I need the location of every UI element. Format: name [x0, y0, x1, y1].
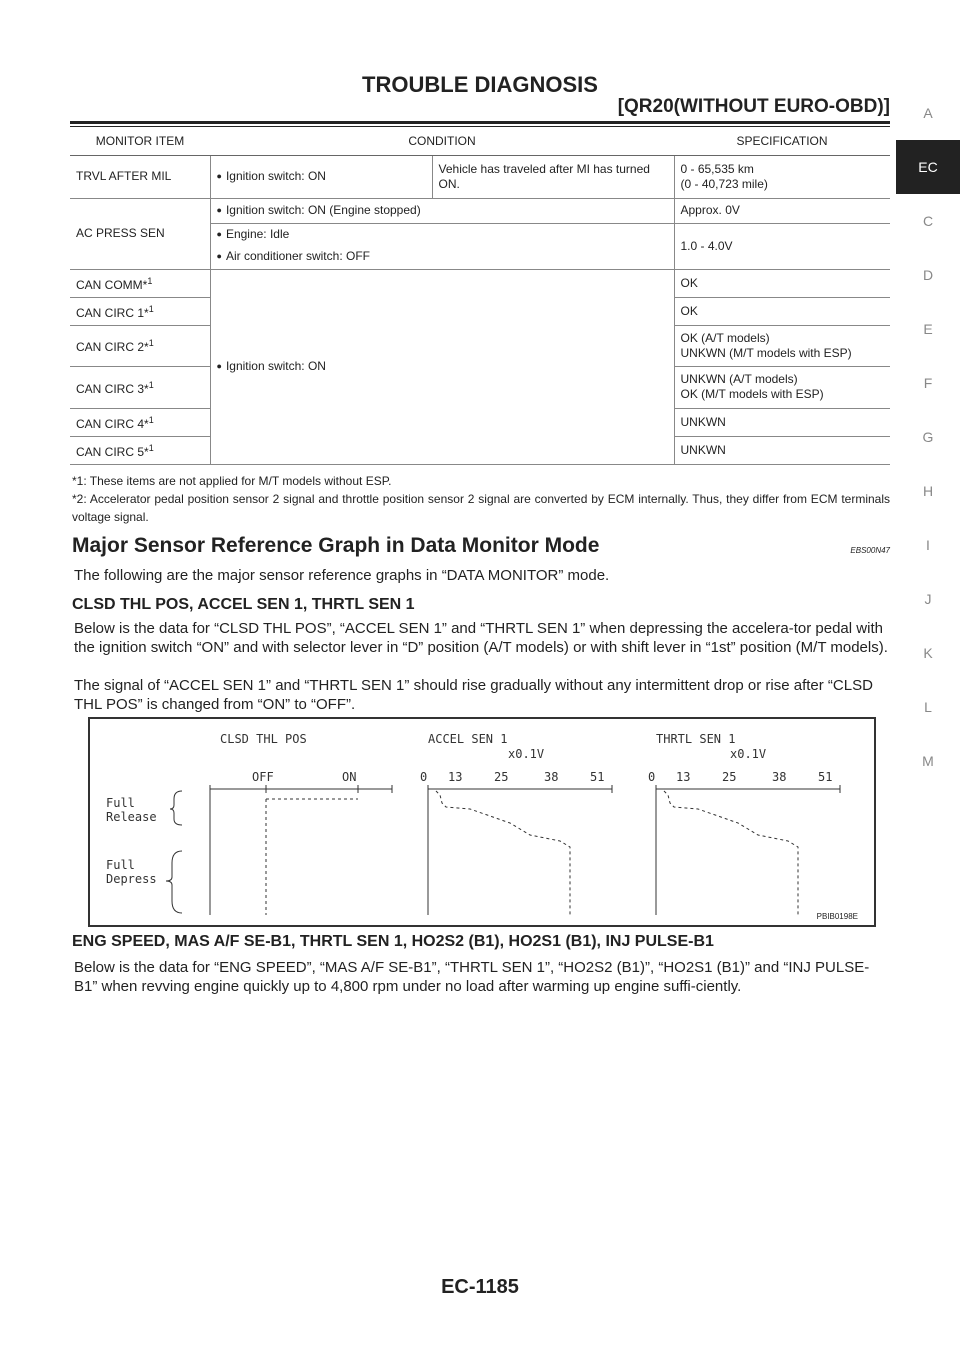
table-row: [70, 269, 890, 297]
scale-tick-label: 51: [590, 770, 605, 784]
header-rule-thick: [70, 121, 890, 124]
specification-text: OK (A/T models): [680, 330, 770, 345]
footnote-2: *2: Accelerator pedal position sensor 2 signal and throttle position sensor 2 signal are converted by ECM internally. Thus, they differ from ECM terminals voltage signal.: [72, 492, 890, 524]
monitor-item-cell: [70, 436, 210, 464]
condition-text: ● Ignition switch: ON: [217, 359, 668, 375]
monitor-item-label: CAN CIRC 2*: [76, 340, 149, 354]
specification-cell: 1.0 - 4.0V: [674, 223, 890, 269]
plot-thrtl-sen-1: [664, 791, 798, 915]
brace-full-depress: [166, 851, 182, 913]
specification-cell: Approx. 0V: [674, 198, 890, 223]
plot-accel-sen-1: [436, 791, 570, 915]
monitor-item-label: CAN CIRC 3*: [76, 381, 149, 396]
specification-text: UNKWN (M/T models with ESP): [680, 345, 852, 360]
index-tab-i[interactable]: I: [926, 537, 930, 553]
condition-cell: [210, 198, 674, 223]
footnote-marker: 1: [148, 379, 154, 390]
table-row: [70, 155, 890, 198]
footnote-marker: 1: [148, 303, 154, 314]
unit-label: x0.1V: [508, 747, 545, 761]
monitor-item-label: CAN CIRC 1*: [76, 305, 149, 320]
index-tab-c[interactable]: C: [922, 213, 934, 229]
subsection-1-paragraph: Below is the data for “CLSD THL POS”, “ACCEL SEN 1” and “THRTL SEN 1” when depressing the accelera-tor pedal with the ignition switch “ON” and with selector lever in “D” position (A/T models) or with shift lever in “1st” position (M/T models).: [74, 620, 888, 656]
specification-text: OK (M/T models with ESP): [680, 387, 824, 401]
scale-tick-label: 13: [448, 770, 463, 784]
section-title: Major Sensor Reference Graph in Data Monitor Mode: [72, 534, 600, 557]
scale-tick-label: 38: [772, 770, 787, 784]
section-code: EBS00N47: [850, 546, 890, 555]
monitor-item-cell: [70, 366, 210, 408]
monitor-item-label: CAN COMM*: [76, 277, 148, 292]
specification-text: UNKWN (A/T models): [680, 372, 798, 386]
scale-tick-label: 0: [648, 770, 656, 784]
page-subtitle: [QR20(WITHOUT EURO-OBD)]: [617, 96, 890, 117]
specification-cell: [674, 366, 890, 408]
reference-graph-figure: [88, 717, 876, 927]
scale-tick-label: 0: [420, 770, 428, 784]
specification-cell: OK: [674, 269, 890, 297]
footnote-marker: 1: [148, 442, 154, 453]
section-intro: The following are the major sensor reference graphs in “DATA MONITOR” mode.: [74, 567, 610, 584]
index-tab-l[interactable]: L: [924, 699, 932, 715]
off-label: OFF: [252, 770, 274, 784]
monitor-item-cell: [70, 325, 210, 366]
condition-cell: [210, 155, 432, 198]
footnote-marker: 1: [148, 414, 154, 425]
specification-cell: UNKWN: [674, 436, 890, 464]
subsection-1-paragraph: The signal of “ACCEL SEN 1” and “THRTL SEN 1” should rise gradually without any intermittent drop or rise after “CLSD THL POS” is changed from “ON” to “OFF”.: [74, 677, 873, 713]
specification-cell: [674, 325, 890, 366]
specification-cell: OK: [674, 297, 890, 325]
footnote-marker: 1: [147, 275, 153, 286]
footnote-1: *1: These items are not applied for M/T models without ESP.: [72, 474, 392, 488]
scale-tick-label: 13: [676, 770, 691, 784]
index-tab-g[interactable]: G: [922, 429, 934, 445]
page-title: TROUBLE DIAGNOSIS: [362, 72, 598, 97]
condition-text: ● Air conditioner switch: OFF: [217, 249, 668, 265]
index-tab-k[interactable]: K: [923, 645, 933, 661]
panel-title-clsd-thl-pos: CLSD THL POS: [220, 732, 307, 746]
index-tab-h[interactable]: H: [922, 483, 934, 499]
index-tab-m[interactable]: M: [922, 753, 934, 769]
column-header-condition: CONDITION: [210, 128, 674, 155]
section-index-tabs: [896, 86, 960, 788]
scale-tick-label: 38: [544, 770, 559, 784]
index-tab-ec[interactable]: EC: [896, 140, 960, 194]
scale-tick-label: 51: [818, 770, 833, 784]
table-header-row: [70, 128, 890, 155]
index-tab-f[interactable]: F: [923, 375, 933, 391]
specification-text: 0 - 65,535 km: [680, 161, 754, 176]
row-label-full-release: Full: [106, 796, 135, 810]
footnote-marker: 1: [148, 338, 154, 348]
condition-cell: [210, 223, 674, 269]
monitor-item-table: [70, 128, 890, 465]
page-number: EC-1185: [441, 1276, 519, 1298]
specification-text: (0 - 40,723 mile): [680, 176, 768, 191]
monitor-item-label: CAN CIRC 5*: [76, 444, 149, 459]
on-label: ON: [342, 770, 357, 784]
condition-text: ● Ignition switch: ON: [217, 169, 426, 185]
monitor-item-label: CAN CIRC 4*: [76, 416, 149, 431]
figure-id: PBIB0198E: [816, 912, 858, 921]
condition-text: ● Engine: Idle: [217, 227, 668, 243]
monitor-item-cell: [70, 408, 210, 436]
index-tab-d[interactable]: D: [922, 267, 934, 283]
subsection-title-2: ENG SPEED, MAS A/F SE-B1, THRTL SEN 1, HO2S2 (B1), HO2S1 (B1), INJ PULSE-B1: [72, 933, 714, 950]
condition-cell: Vehicle has traveled after MI has turned ON.: [432, 155, 674, 198]
index-tab-j[interactable]: J: [924, 591, 932, 607]
condition-cell: [210, 269, 674, 464]
specification-cell: UNKWN: [674, 408, 890, 436]
scale-tick-label: 25: [722, 770, 737, 784]
panel-title-thrtl-sen-1: THRTL SEN 1: [656, 732, 736, 746]
row-label-full-depress: Full: [106, 858, 135, 872]
monitor-item-cell: AC PRESS SEN: [70, 198, 210, 269]
panel-title-accel-sen-1: ACCEL SEN 1: [428, 732, 508, 746]
monitor-item-cell: [70, 269, 210, 297]
unit-label: x0.1V: [730, 747, 767, 761]
row-label-full-release: Release: [106, 810, 157, 824]
condition-text: ● Ignition switch: ON (Engine stopped): [217, 203, 668, 219]
monitor-item-cell: TRVL AFTER MIL: [70, 155, 210, 198]
monitor-item-cell: [70, 297, 210, 325]
subsection-title-1: CLSD THL POS, ACCEL SEN 1, THRTL SEN 1: [72, 596, 415, 613]
brace-full-release: [170, 791, 182, 825]
column-header-monitor-item: MONITOR ITEM: [70, 128, 210, 155]
header-rule-thin: [70, 126, 890, 127]
index-tab-e[interactable]: E: [923, 321, 933, 337]
row-label-full-depress: Depress: [106, 872, 157, 886]
column-header-specification: SPECIFICATION: [674, 128, 890, 155]
scale-tick-label: 25: [494, 770, 509, 784]
specification-cell: [674, 155, 890, 198]
subsection-2-paragraph: Below is the data for “ENG SPEED”, “MAS A/F SE-B1”, “THRTL SEN 1”, “HO2S2 (B1)”, “HO2S1 (B1)” and “INJ PULSE-B1” when revving engine quickly up to 4,800 rpm under no load after warming up engine suffi-ciently.: [74, 959, 870, 995]
table-row: [70, 198, 890, 223]
index-tab-a[interactable]: A: [923, 105, 933, 121]
